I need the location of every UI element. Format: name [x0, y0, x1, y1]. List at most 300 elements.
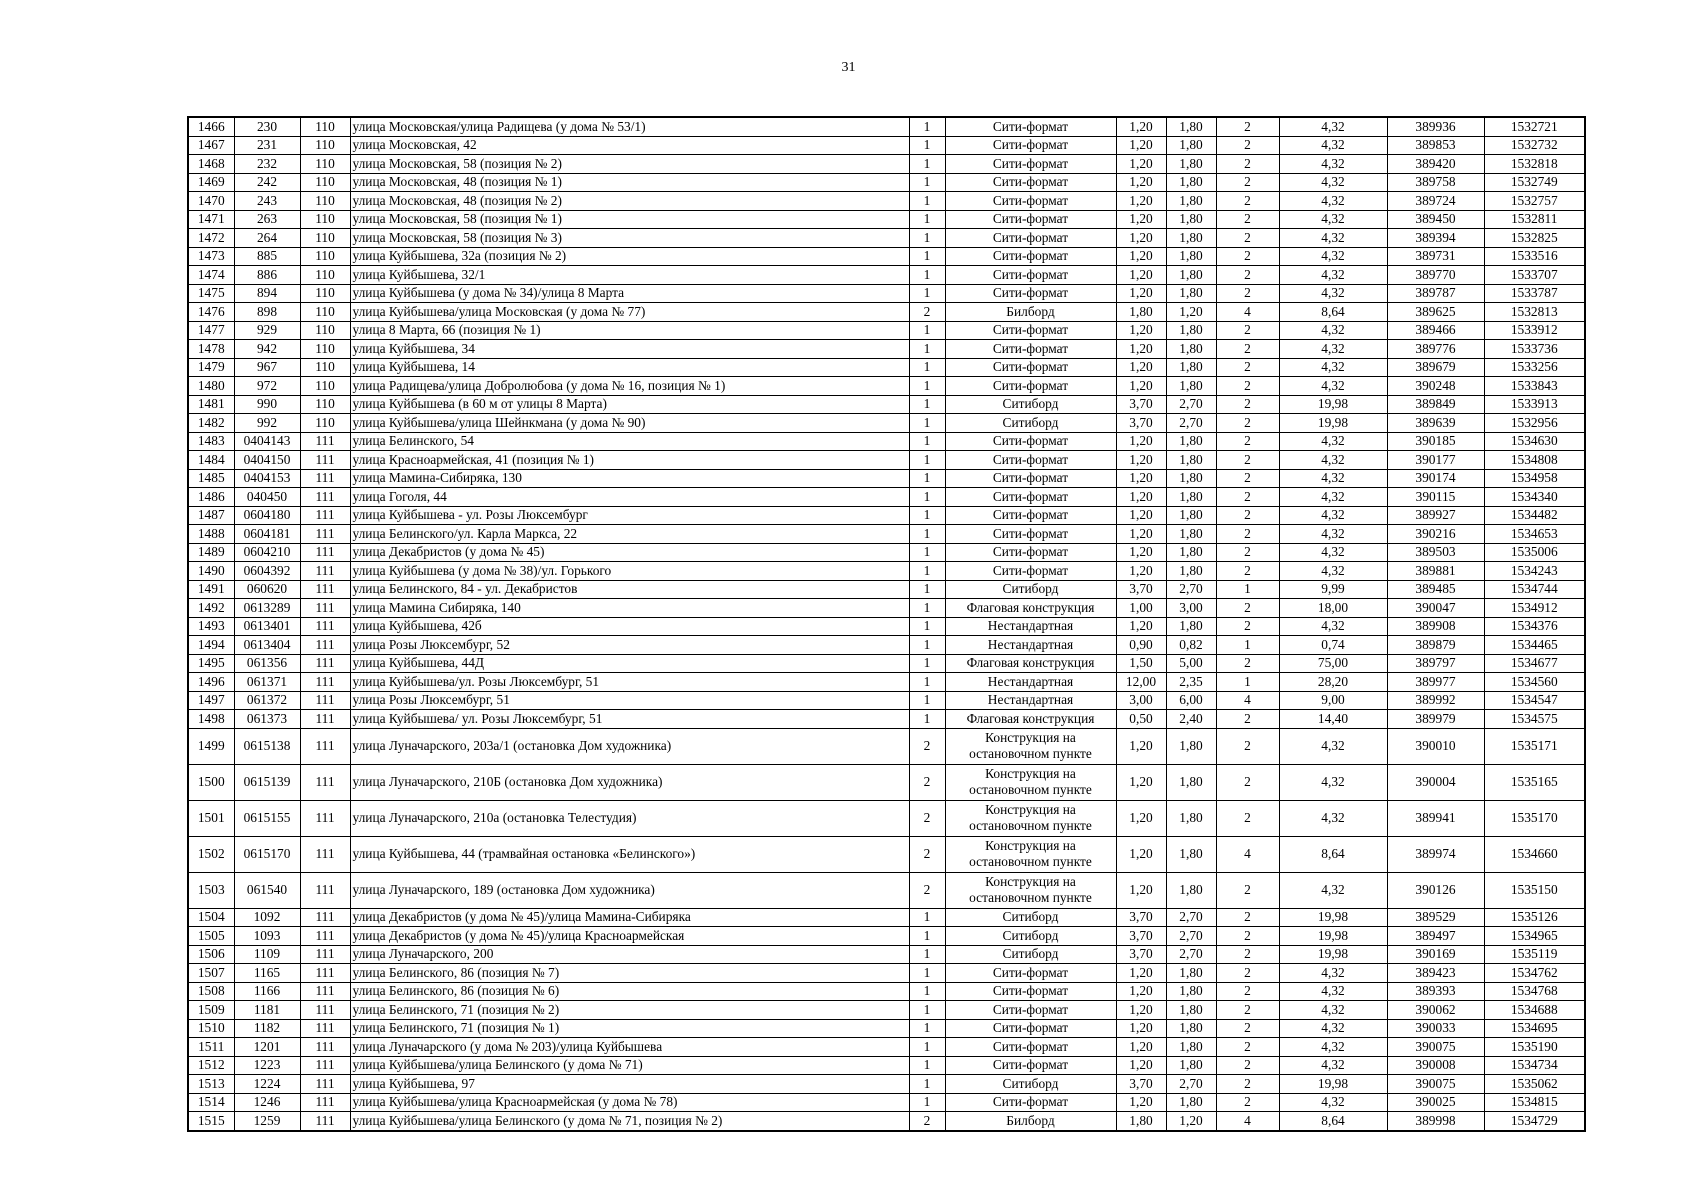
address-cell: улица Куйбышева, 44 (трамвайная остановка «Белинского»)	[350, 836, 909, 872]
district-code-cell: 111	[300, 908, 350, 927]
table-row	[188, 506, 1585, 525]
coord-y-cell: 1534768	[1484, 982, 1585, 1001]
structure-type-cell: Сити-формат	[945, 136, 1116, 155]
district-code-cell: 111	[300, 1075, 350, 1094]
structure-id-cell: 1109	[234, 945, 300, 964]
coord-x-cell: 390075	[1387, 1075, 1484, 1094]
faces-cell: 2	[1216, 358, 1279, 377]
sides-count-cell: 2	[909, 303, 945, 322]
structure-type-cell: Сити-формат	[945, 377, 1116, 396]
faces-cell: 2	[1216, 247, 1279, 266]
height-cell: 5,00	[1166, 654, 1216, 673]
width-cell: 1,20	[1116, 964, 1166, 983]
row-number-cell: 1466	[188, 117, 234, 136]
address-cell: улица Московская/улица Радищева (у дома № 53/1)	[350, 117, 909, 136]
coord-x-cell: 390010	[1387, 728, 1484, 764]
width-cell: 1,20	[1116, 358, 1166, 377]
structure-id-cell: 942	[234, 340, 300, 359]
coord-x-cell: 389393	[1387, 982, 1484, 1001]
district-code-cell: 111	[300, 945, 350, 964]
sides-count-cell: 2	[909, 800, 945, 836]
address-cell: улица Луначарского, 210Б (остановка Дом художника)	[350, 764, 909, 800]
district-code-cell: 110	[300, 340, 350, 359]
address-cell: улица Белинского, 71 (позиция № 2)	[350, 1001, 909, 1020]
coord-y-cell: 1534653	[1484, 525, 1585, 544]
coord-y-cell: 1532956	[1484, 414, 1585, 433]
row-number-cell: 1487	[188, 506, 234, 525]
district-code-cell: 111	[300, 562, 350, 581]
structure-type-cell: Сити-формат	[945, 562, 1116, 581]
area-cell: 4,32	[1279, 210, 1387, 229]
coord-y-cell: 1533913	[1484, 395, 1585, 414]
address-cell: улица Куйбышева/ул. Розы Люксембург, 51	[350, 673, 909, 692]
coord-x-cell: 390062	[1387, 1001, 1484, 1020]
coord-x-cell: 389503	[1387, 543, 1484, 562]
height-cell: 1,80	[1166, 617, 1216, 636]
address-cell: улица Куйбышева/улица Красноармейская (у дома № 78)	[350, 1093, 909, 1112]
structure-type-cell: Ситиборд	[945, 414, 1116, 433]
structure-type-cell: Сити-формат	[945, 1038, 1116, 1057]
coord-y-cell: 1534560	[1484, 673, 1585, 692]
area-cell: 4,32	[1279, 266, 1387, 285]
width-cell: 1,20	[1116, 562, 1166, 581]
structure-id-cell: 061373	[234, 710, 300, 729]
sides-count-cell: 1	[909, 617, 945, 636]
row-number-cell: 1512	[188, 1056, 234, 1075]
address-cell: улица Куйбышева/улица Московская (у дома № 77)	[350, 303, 909, 322]
address-cell: улица Белинского/ул. Карла Маркса, 22	[350, 525, 909, 544]
table-row	[188, 1056, 1585, 1075]
coord-y-cell: 1532818	[1484, 155, 1585, 174]
row-number-cell: 1486	[188, 488, 234, 507]
district-code-cell: 110	[300, 266, 350, 285]
structure-id-cell: 929	[234, 321, 300, 340]
row-number-cell: 1498	[188, 710, 234, 729]
district-code-cell: 110	[300, 247, 350, 266]
area-cell: 4,32	[1279, 451, 1387, 470]
structure-id-cell: 263	[234, 210, 300, 229]
height-cell: 1,80	[1166, 340, 1216, 359]
faces-cell: 2	[1216, 414, 1279, 433]
coord-x-cell: 389879	[1387, 636, 1484, 655]
coord-x-cell: 390008	[1387, 1056, 1484, 1075]
coord-y-cell: 1534688	[1484, 1001, 1585, 1020]
structure-type-cell: Флаговая конструкция	[945, 654, 1116, 673]
coord-x-cell: 390004	[1387, 764, 1484, 800]
coord-y-cell: 1534965	[1484, 927, 1585, 946]
row-number-cell: 1479	[188, 358, 234, 377]
coord-x-cell: 389625	[1387, 303, 1484, 322]
coord-y-cell: 1535119	[1484, 945, 1585, 964]
width-cell: 3,70	[1116, 1075, 1166, 1094]
coord-y-cell: 1535165	[1484, 764, 1585, 800]
faces-cell: 2	[1216, 488, 1279, 507]
sides-count-cell: 1	[909, 451, 945, 470]
structure-id-cell: 061371	[234, 673, 300, 692]
district-code-cell: 111	[300, 451, 350, 470]
faces-cell: 2	[1216, 543, 1279, 562]
height-cell: 1,80	[1166, 192, 1216, 211]
coord-x-cell: 389776	[1387, 340, 1484, 359]
address-cell: улица Мамина-Сибиряка, 130	[350, 469, 909, 488]
height-cell: 2,70	[1166, 945, 1216, 964]
faces-cell: 2	[1216, 506, 1279, 525]
area-cell: 4,32	[1279, 617, 1387, 636]
faces-cell: 2	[1216, 432, 1279, 451]
sides-count-cell: 1	[909, 927, 945, 946]
row-number-cell: 1477	[188, 321, 234, 340]
table-row	[188, 1038, 1585, 1057]
table-row	[188, 173, 1585, 192]
coord-x-cell: 389497	[1387, 927, 1484, 946]
structure-type-cell: Нестандартная	[945, 617, 1116, 636]
area-cell: 4,32	[1279, 247, 1387, 266]
address-cell: улица Белинского, 84 - ул. Декабристов	[350, 580, 909, 599]
structure-id-cell: 0615138	[234, 728, 300, 764]
table-row	[188, 136, 1585, 155]
coord-x-cell: 389936	[1387, 117, 1484, 136]
coord-y-cell: 1535171	[1484, 728, 1585, 764]
row-number-cell: 1472	[188, 229, 234, 248]
width-cell: 1,20	[1116, 229, 1166, 248]
width-cell: 1,20	[1116, 506, 1166, 525]
height-cell: 1,80	[1166, 800, 1216, 836]
structure-type-cell: Ситиборд	[945, 1075, 1116, 1094]
area-cell: 75,00	[1279, 654, 1387, 673]
structure-id-cell: 0615139	[234, 764, 300, 800]
area-cell: 14,40	[1279, 710, 1387, 729]
row-number-cell: 1494	[188, 636, 234, 655]
height-cell: 0,82	[1166, 636, 1216, 655]
district-code-cell: 111	[300, 964, 350, 983]
coord-y-cell: 1535170	[1484, 800, 1585, 836]
height-cell: 6,00	[1166, 691, 1216, 710]
height-cell: 1,80	[1166, 247, 1216, 266]
district-code-cell: 111	[300, 506, 350, 525]
structure-type-cell: Сити-формат	[945, 340, 1116, 359]
area-cell: 4,32	[1279, 872, 1387, 908]
district-code-cell: 111	[300, 432, 350, 451]
structure-id-cell: 992	[234, 414, 300, 433]
faces-cell: 4	[1216, 303, 1279, 322]
height-cell: 1,80	[1166, 1019, 1216, 1038]
coord-y-cell: 1534958	[1484, 469, 1585, 488]
width-cell: 1,20	[1116, 155, 1166, 174]
district-code-cell: 111	[300, 525, 350, 544]
width-cell: 1,20	[1116, 836, 1166, 872]
sides-count-cell: 1	[909, 192, 945, 211]
faces-cell: 2	[1216, 1019, 1279, 1038]
sides-count-cell: 1	[909, 173, 945, 192]
coord-x-cell: 389420	[1387, 155, 1484, 174]
structure-type-cell: Сити-формат	[945, 173, 1116, 192]
sides-count-cell: 1	[909, 636, 945, 655]
coord-y-cell: 1535062	[1484, 1075, 1585, 1094]
height-cell: 1,80	[1166, 451, 1216, 470]
height-cell: 3,00	[1166, 599, 1216, 618]
structure-id-cell: 0604180	[234, 506, 300, 525]
row-number-cell: 1497	[188, 691, 234, 710]
faces-cell: 2	[1216, 1001, 1279, 1020]
area-cell: 9,00	[1279, 691, 1387, 710]
district-code-cell: 110	[300, 117, 350, 136]
address-cell: улица Белинского, 54	[350, 432, 909, 451]
width-cell: 1,20	[1116, 1093, 1166, 1112]
coord-y-cell: 1534815	[1484, 1093, 1585, 1112]
coord-x-cell: 389998	[1387, 1112, 1484, 1131]
address-cell: улица Куйбышева, 97	[350, 1075, 909, 1094]
width-cell: 1,20	[1116, 872, 1166, 908]
district-code-cell: 111	[300, 982, 350, 1001]
structure-type-cell: Конструкция на остановочном пункте	[945, 728, 1116, 764]
district-code-cell: 110	[300, 414, 350, 433]
coord-y-cell: 1534547	[1484, 691, 1585, 710]
sides-count-cell: 1	[909, 229, 945, 248]
structure-type-cell: Конструкция на остановочном пункте	[945, 872, 1116, 908]
area-cell: 4,32	[1279, 117, 1387, 136]
height-cell: 2,70	[1166, 580, 1216, 599]
coord-y-cell: 1534630	[1484, 432, 1585, 451]
coord-y-cell: 1532721	[1484, 117, 1585, 136]
structure-id-cell: 1223	[234, 1056, 300, 1075]
width-cell: 3,70	[1116, 580, 1166, 599]
area-cell: 4,32	[1279, 1019, 1387, 1038]
width-cell: 1,20	[1116, 543, 1166, 562]
address-cell: улица Московская, 58 (позиция № 2)	[350, 155, 909, 174]
height-cell: 1,80	[1166, 284, 1216, 303]
coord-y-cell: 1534762	[1484, 964, 1585, 983]
row-number-cell: 1488	[188, 525, 234, 544]
structure-id-cell: 1093	[234, 927, 300, 946]
district-code-cell: 111	[300, 617, 350, 636]
height-cell: 1,80	[1166, 836, 1216, 872]
structure-type-cell: Конструкция на остановочном пункте	[945, 764, 1116, 800]
district-code-cell: 111	[300, 710, 350, 729]
table-row	[188, 673, 1585, 692]
district-code-cell: 111	[300, 872, 350, 908]
structure-type-cell: Билборд	[945, 303, 1116, 322]
address-cell: улица Луначарского, 189 (остановка Дом художника)	[350, 872, 909, 908]
structure-id-cell: 231	[234, 136, 300, 155]
structure-type-cell: Сити-формат	[945, 229, 1116, 248]
height-cell: 1,80	[1166, 1056, 1216, 1075]
area-cell: 4,32	[1279, 192, 1387, 211]
faces-cell: 1	[1216, 636, 1279, 655]
coord-x-cell: 389941	[1387, 800, 1484, 836]
area-cell: 9,99	[1279, 580, 1387, 599]
coord-y-cell: 1533787	[1484, 284, 1585, 303]
structure-id-cell: 0613404	[234, 636, 300, 655]
address-cell: улица Куйбышева (у дома № 38)/ул. Горького	[350, 562, 909, 581]
coord-x-cell: 390216	[1387, 525, 1484, 544]
area-cell: 19,98	[1279, 908, 1387, 927]
height-cell: 1,80	[1166, 155, 1216, 174]
area-cell: 19,98	[1279, 1075, 1387, 1094]
structure-type-cell: Сити-формат	[945, 321, 1116, 340]
structure-id-cell: 886	[234, 266, 300, 285]
table-row	[188, 303, 1585, 322]
district-code-cell: 110	[300, 358, 350, 377]
address-cell: улица Куйбышева, 42б	[350, 617, 909, 636]
row-number-cell: 1491	[188, 580, 234, 599]
area-cell: 4,32	[1279, 284, 1387, 303]
structure-type-cell: Конструкция на остановочном пункте	[945, 800, 1116, 836]
row-number-cell: 1510	[188, 1019, 234, 1038]
faces-cell: 4	[1216, 691, 1279, 710]
row-number-cell: 1509	[188, 1001, 234, 1020]
sides-count-cell: 2	[909, 728, 945, 764]
address-cell: улица Куйбышева/улица Белинского (у дома № 71)	[350, 1056, 909, 1075]
faces-cell: 2	[1216, 229, 1279, 248]
coord-y-cell: 1532732	[1484, 136, 1585, 155]
sides-count-cell: 1	[909, 210, 945, 229]
height-cell: 1,80	[1166, 1038, 1216, 1057]
district-code-cell: 111	[300, 1112, 350, 1131]
coord-y-cell: 1534729	[1484, 1112, 1585, 1131]
row-number-cell: 1484	[188, 451, 234, 470]
table-row	[188, 340, 1585, 359]
sides-count-cell: 1	[909, 1056, 945, 1075]
structure-id-cell: 264	[234, 229, 300, 248]
structure-id-cell: 1181	[234, 1001, 300, 1020]
table-row	[188, 451, 1585, 470]
structure-id-cell: 885	[234, 247, 300, 266]
row-number-cell: 1501	[188, 800, 234, 836]
width-cell: 1,20	[1116, 800, 1166, 836]
address-cell: улица Куйбышева - ул. Розы Люксембург	[350, 506, 909, 525]
width-cell: 1,50	[1116, 654, 1166, 673]
structure-type-cell: Сити-формат	[945, 964, 1116, 983]
height-cell: 1,80	[1166, 469, 1216, 488]
structure-type-cell: Сити-формат	[945, 284, 1116, 303]
address-cell: улица Декабристов (у дома № 45)/улица Красноармейская	[350, 927, 909, 946]
table-row	[188, 964, 1585, 983]
area-cell: 0,74	[1279, 636, 1387, 655]
structure-type-cell: Нестандартная	[945, 691, 1116, 710]
structure-id-cell: 230	[234, 117, 300, 136]
height-cell: 1,80	[1166, 136, 1216, 155]
table-row	[188, 927, 1585, 946]
height-cell: 1,80	[1166, 1093, 1216, 1112]
coord-x-cell: 389849	[1387, 395, 1484, 414]
width-cell: 1,20	[1116, 469, 1166, 488]
width-cell: 1,20	[1116, 432, 1166, 451]
structure-id-cell: 1259	[234, 1112, 300, 1131]
width-cell: 1,20	[1116, 377, 1166, 396]
structure-type-cell: Конструкция на остановочном пункте	[945, 836, 1116, 872]
district-code-cell: 111	[300, 1038, 350, 1057]
table-row	[188, 192, 1585, 211]
width-cell: 1,20	[1116, 617, 1166, 636]
coord-y-cell: 1535126	[1484, 908, 1585, 927]
row-number-cell: 1493	[188, 617, 234, 636]
height-cell: 1,80	[1166, 982, 1216, 1001]
sides-count-cell: 2	[909, 836, 945, 872]
faces-cell: 2	[1216, 136, 1279, 155]
width-cell: 12,00	[1116, 673, 1166, 692]
coord-x-cell: 390248	[1387, 377, 1484, 396]
faces-cell: 2	[1216, 800, 1279, 836]
height-cell: 2,70	[1166, 414, 1216, 433]
structure-id-cell: 1246	[234, 1093, 300, 1112]
width-cell: 3,70	[1116, 927, 1166, 946]
sides-count-cell: 1	[909, 710, 945, 729]
address-cell: улица Куйбышева, 34	[350, 340, 909, 359]
coord-x-cell: 389679	[1387, 358, 1484, 377]
area-cell: 19,98	[1279, 395, 1387, 414]
table-row	[188, 1019, 1585, 1038]
structure-id-cell: 242	[234, 173, 300, 192]
structure-type-cell: Ситиборд	[945, 580, 1116, 599]
row-number-cell: 1507	[188, 964, 234, 983]
row-number-cell: 1514	[188, 1093, 234, 1112]
row-number-cell: 1468	[188, 155, 234, 174]
structure-id-cell: 040450	[234, 488, 300, 507]
address-cell: улица Луначарского, 210а (остановка Телестудия)	[350, 800, 909, 836]
faces-cell: 2	[1216, 945, 1279, 964]
faces-cell: 1	[1216, 580, 1279, 599]
district-code-cell: 110	[300, 395, 350, 414]
coord-y-cell: 1534340	[1484, 488, 1585, 507]
table-row	[188, 872, 1585, 908]
structure-id-cell: 972	[234, 377, 300, 396]
district-code-cell: 111	[300, 836, 350, 872]
width-cell: 3,70	[1116, 395, 1166, 414]
sides-count-cell: 1	[909, 414, 945, 433]
district-code-cell: 111	[300, 580, 350, 599]
row-number-cell: 1482	[188, 414, 234, 433]
table-row	[188, 908, 1585, 927]
table-row	[188, 321, 1585, 340]
row-number-cell: 1476	[188, 303, 234, 322]
table-row	[188, 247, 1585, 266]
faces-cell: 2	[1216, 1038, 1279, 1057]
sides-count-cell: 1	[909, 358, 945, 377]
area-cell: 19,98	[1279, 927, 1387, 946]
width-cell: 1,20	[1116, 266, 1166, 285]
faces-cell: 2	[1216, 210, 1279, 229]
coord-x-cell: 389758	[1387, 173, 1484, 192]
width-cell: 1,20	[1116, 117, 1166, 136]
row-number-cell: 1489	[188, 543, 234, 562]
coord-y-cell: 1534465	[1484, 636, 1585, 655]
structure-id-cell: 0613289	[234, 599, 300, 618]
advertising-structures-table	[187, 116, 1586, 1132]
sides-count-cell: 1	[909, 982, 945, 1001]
sides-count-cell: 1	[909, 562, 945, 581]
height-cell: 1,80	[1166, 173, 1216, 192]
sides-count-cell: 1	[909, 654, 945, 673]
row-number-cell: 1492	[188, 599, 234, 618]
table-row	[188, 691, 1585, 710]
area-cell: 4,32	[1279, 432, 1387, 451]
structure-id-cell: 0613401	[234, 617, 300, 636]
coord-y-cell: 1535150	[1484, 872, 1585, 908]
row-number-cell: 1513	[188, 1075, 234, 1094]
district-code-cell: 111	[300, 673, 350, 692]
address-cell: улица Куйбышева, 32/1	[350, 266, 909, 285]
structure-type-cell: Сити-формат	[945, 451, 1116, 470]
row-number-cell: 1485	[188, 469, 234, 488]
structure-id-cell: 0604181	[234, 525, 300, 544]
area-cell: 4,32	[1279, 321, 1387, 340]
area-cell: 4,32	[1279, 136, 1387, 155]
height-cell: 1,80	[1166, 358, 1216, 377]
faces-cell: 2	[1216, 525, 1279, 544]
district-code-cell: 111	[300, 1019, 350, 1038]
structure-type-cell: Сити-формат	[945, 488, 1116, 507]
coord-x-cell: 389797	[1387, 654, 1484, 673]
